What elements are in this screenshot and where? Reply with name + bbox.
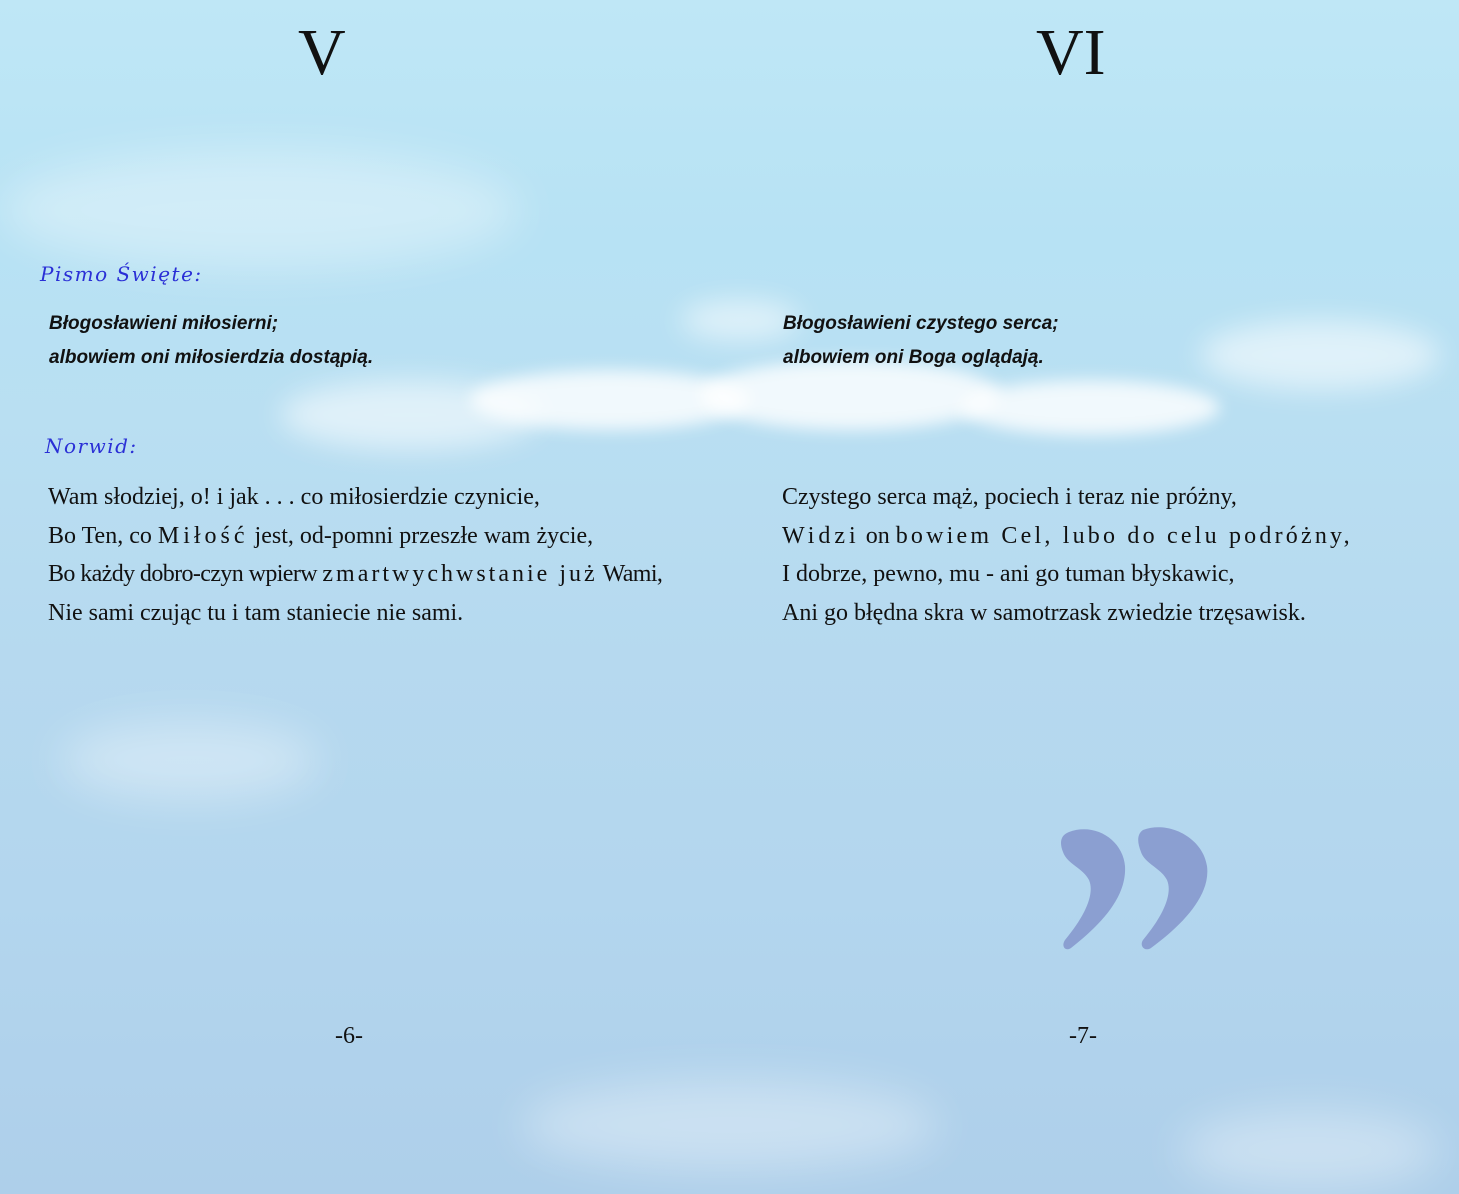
chevron-shape	[1061, 829, 1125, 949]
poem-stanza	[48, 478, 662, 632]
verse-emphasis: Miłość	[157, 522, 249, 549]
right-page	[730, 0, 1459, 1194]
page-number: -6-	[335, 1023, 363, 1049]
verse-text: Wami,	[597, 561, 663, 587]
quote-line: Błogosławieni czystego serca;	[783, 313, 1059, 334]
verse-text: on	[859, 522, 896, 549]
verse-emphasis: zmartwychwstanie już	[322, 561, 598, 587]
verse-line: I dobrze, pewno, mu - ani go tuman błyskawic,	[782, 561, 1235, 587]
verse-text: jest, od-pomni przeszłe wam życie,	[248, 522, 594, 549]
verse-emphasis: bowiem Cel, lubo do celu podróżny,	[895, 522, 1353, 549]
section-numeral: V	[298, 16, 346, 89]
verse-text: Bo Ten, co	[48, 522, 158, 549]
verse-line: Nie sami czując tu i tam staniecie nie sami.	[48, 599, 464, 626]
scripture-quote	[49, 307, 373, 375]
scripture-label: Pismo Święte:	[40, 262, 203, 286]
poem-stanza	[782, 478, 1353, 632]
verse-line: Wam słodziej, o! i jak . . . co miłosierdzie czynicie,	[48, 484, 540, 510]
quote-line: albowiem oni miłosierdzia dostąpią.	[49, 347, 374, 368]
double-chevron-right-icon[interactable]	[1055, 822, 1215, 954]
verse-line: Ani go błędna skra w samotrzask zwiedzie trzęsawisk.	[782, 599, 1306, 626]
verse-line	[48, 517, 662, 556]
section-numeral: VI	[1036, 16, 1106, 89]
verse-text: Bo każdy dobro-czyn wpierw	[48, 561, 323, 587]
quote-line: Błogosławieni miłosierni;	[49, 313, 279, 334]
verse-line	[48, 555, 662, 594]
poet-label: Norwid:	[45, 434, 138, 458]
verse-emphasis: Widzi	[782, 522, 860, 549]
verse-line	[782, 517, 1353, 556]
scripture-quote	[783, 307, 1059, 375]
quote-line: albowiem oni Boga oglądają.	[783, 347, 1044, 368]
verse-line: Czystego serca mąż, pociech i teraz nie próżny,	[782, 484, 1237, 510]
chevron-shape	[1138, 827, 1207, 949]
page-number: -7-	[1069, 1023, 1097, 1049]
